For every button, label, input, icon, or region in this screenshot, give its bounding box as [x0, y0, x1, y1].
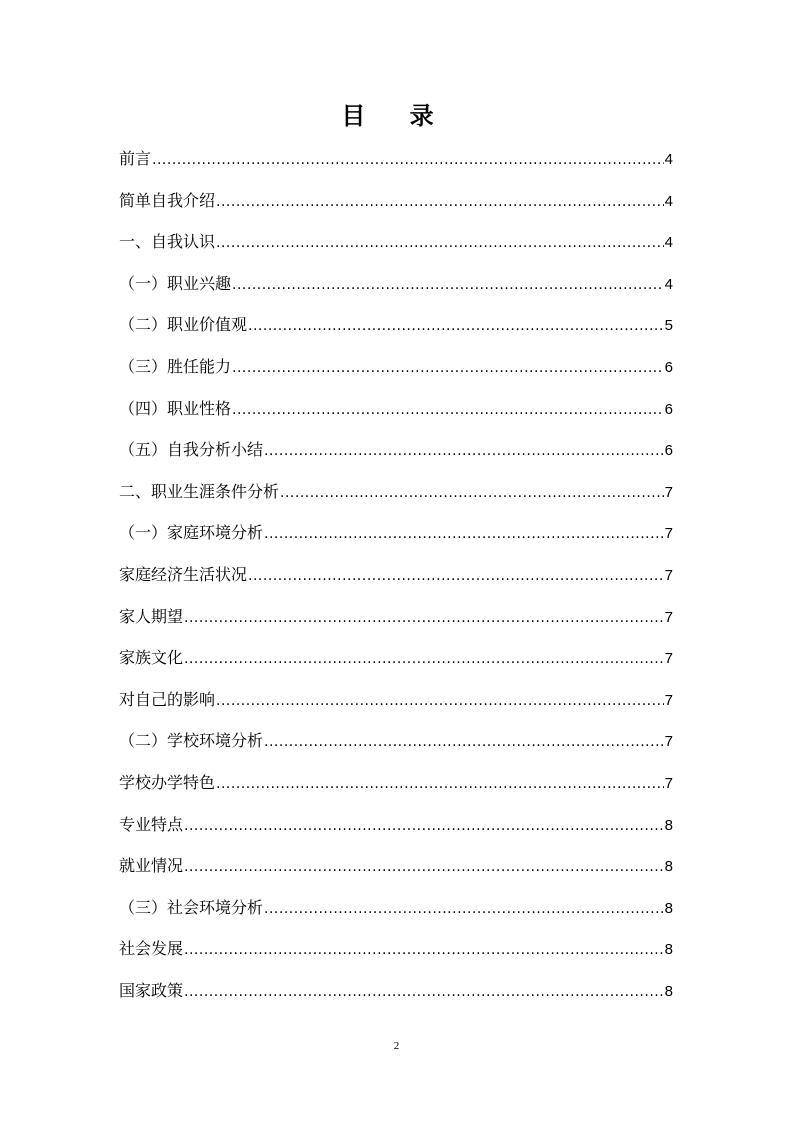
toc-entry-label: （三）社会环境分析 — [119, 897, 264, 917]
toc-entry-label: 对自己的影响 — [119, 689, 216, 709]
toc-entry-page: 7 — [664, 774, 673, 792]
page-title: 目 录 — [341, 102, 452, 130]
toc-leader-dots — [184, 604, 664, 632]
toc-leader-dots — [232, 354, 664, 382]
toc-entry[interactable] — [119, 145, 673, 187]
toc-leader-dots — [248, 562, 664, 590]
toc-entry[interactable] — [119, 644, 673, 686]
toc-entry-label: 国家政策 — [119, 980, 184, 1000]
toc-entry-page: 6 — [664, 442, 673, 460]
table-of-contents — [119, 145, 673, 1018]
toc-entry[interactable] — [119, 478, 673, 520]
toc-entry-label: 就业情况 — [119, 856, 184, 876]
toc-leader-dots — [264, 437, 664, 465]
toc-entry-page: 7 — [664, 525, 673, 543]
page-number: 2 — [393, 1040, 400, 1052]
toc-entry[interactable] — [119, 727, 673, 769]
toc-entry-page: 7 — [664, 691, 673, 709]
toc-entry-label: （二）学校环境分析 — [119, 731, 264, 751]
toc-entry-label: （一）职业兴趣 — [119, 273, 232, 293]
toc-entry-page: 7 — [664, 733, 673, 751]
toc-entry[interactable] — [119, 187, 673, 229]
toc-entry-label: 一、自我认识 — [119, 232, 216, 252]
toc-leader-dots — [264, 728, 664, 756]
toc-entry-label: 二、职业生涯条件分析 — [119, 481, 280, 501]
toc-entry-page: 8 — [664, 858, 673, 876]
toc-entry-page: 6 — [664, 400, 673, 418]
toc-entry-page: 5 — [664, 317, 673, 335]
toc-leader-dots — [216, 687, 664, 715]
toc-entry-label: 家人期望 — [119, 606, 184, 626]
toc-leader-dots — [216, 188, 664, 216]
toc-leader-dots — [216, 770, 664, 798]
toc-leader-dots — [280, 479, 664, 507]
toc-entry-label: （三）胜任能力 — [119, 356, 232, 376]
toc-entry[interactable] — [119, 977, 673, 1019]
toc-leader-dots — [264, 520, 664, 548]
toc-entry-page: 4 — [664, 234, 673, 252]
toc-entry-page: 4 — [664, 192, 673, 210]
toc-entry-label: （四）职业性格 — [119, 398, 232, 418]
toc-entry-label: 专业特点 — [119, 814, 184, 834]
toc-entry-label: 简单自我介绍 — [119, 190, 216, 210]
toc-entry-label: （二）职业价值观 — [119, 315, 248, 335]
toc-entry-page: 7 — [664, 608, 673, 626]
toc-leader-dots — [216, 229, 664, 257]
toc-entry-label: 家族文化 — [119, 648, 184, 668]
toc-entry[interactable] — [119, 852, 673, 894]
toc-entry[interactable] — [119, 436, 673, 478]
toc-entry[interactable] — [119, 270, 673, 312]
toc-entry-label: 社会发展 — [119, 939, 184, 959]
toc-entry[interactable] — [119, 811, 673, 853]
toc-entry[interactable] — [119, 395, 673, 437]
toc-leader-dots — [232, 271, 664, 299]
toc-leader-dots — [184, 853, 664, 881]
toc-entry[interactable] — [119, 603, 673, 645]
toc-entry-label: （五）自我分析小结 — [119, 440, 264, 460]
toc-leader-dots — [264, 895, 664, 923]
toc-leader-dots — [152, 146, 664, 174]
toc-leader-dots — [184, 812, 664, 840]
toc-entry-label: （一）家庭环境分析 — [119, 523, 264, 543]
toc-leader-dots — [232, 396, 664, 424]
toc-entry[interactable] — [119, 894, 673, 936]
toc-entry-page: 7 — [664, 483, 673, 501]
toc-entry-page: 4 — [664, 151, 673, 168]
toc-entry[interactable] — [119, 561, 673, 603]
toc-entry-page: 8 — [664, 899, 673, 917]
toc-entry[interactable] — [119, 519, 673, 561]
toc-entry[interactable] — [119, 935, 673, 977]
toc-entry[interactable] — [119, 228, 673, 270]
toc-entry[interactable] — [119, 353, 673, 395]
toc-entry-page: 6 — [664, 358, 673, 376]
toc-entry-page: 8 — [664, 982, 673, 1000]
toc-entry[interactable] — [119, 311, 673, 353]
toc-entry-page: 7 — [664, 566, 673, 584]
toc-leader-dots — [184, 645, 664, 673]
toc-entry[interactable] — [119, 686, 673, 728]
toc-entry-page: 8 — [664, 816, 673, 834]
toc-leader-dots — [184, 978, 664, 1006]
toc-entry-label: 学校办学特色 — [119, 772, 216, 792]
toc-entry-label: 前言 — [119, 149, 152, 168]
toc-entry-label: 家庭经济生活状况 — [119, 564, 248, 584]
toc-leader-dots — [184, 936, 664, 964]
toc-entry-page: 7 — [664, 650, 673, 668]
toc-entry-page: 8 — [664, 941, 673, 959]
toc-entry[interactable] — [119, 769, 673, 811]
toc-leader-dots — [248, 312, 664, 340]
toc-entry-page: 4 — [664, 275, 673, 293]
